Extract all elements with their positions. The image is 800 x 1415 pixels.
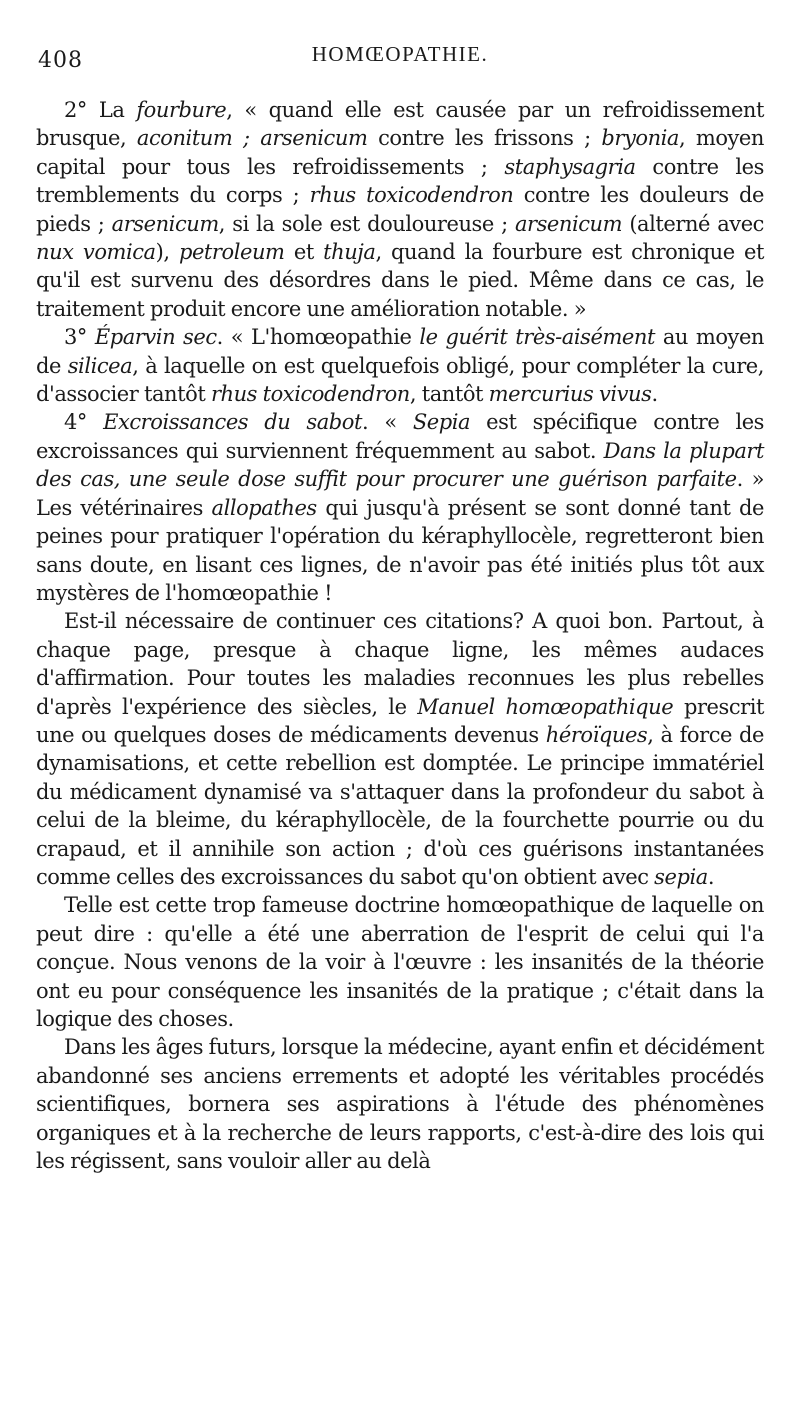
italic-term: héroïques [545,722,648,747]
running-title: HOMŒOPATHIE. [311,42,489,66]
italic-term: staphysagria [504,154,636,179]
text-run: 2° La [64,98,137,122]
italic-term: fourbure [136,98,227,122]
text-run: . « L'homœopathie [216,325,420,350]
text-run: . [707,864,715,889]
italic-term: nux vomica [36,240,156,265]
italic-term: aconitum ; arsenicum [136,126,368,151]
text-run: et [284,240,324,265]
paragraph-citations [36,607,764,891]
text-run: Telle est cette trop fameuse doctrine homœopathique de laquelle on peut dire : qu'elle a été une aberration de l'esprit de celui qui l'a conçue. Nous venons de la voir à l'œuvre : les insanités de la théorie ont eu pour conséquence les insanités de la pratique ; c'était dans la logique des choses. [36,893,764,1031]
text-run: . « [361,410,413,435]
body-text [36,96,764,1175]
text-run: , si la sole est douloureuse ; [218,211,515,236]
italic-term: rhus toxicodendron [309,183,514,208]
italic-term: arsenicum [111,211,219,236]
text-run: , « quand elle est causée par un refroidissement brusque, [36,98,764,151]
italic-term: silicea [67,353,133,378]
text-run: Est-il nécessaire de continuer ces citations? A quoi bon. Partout, à chaque page, presque à chaque ligne, les mêmes audaces d'affirmation. Pour toutes les maladies reconnues les plus rebelles d'après l'expérience des siècles, le [36,609,764,719]
italic-term: le guérit très-aisément [419,325,655,350]
text-run: , tantôt [409,382,489,407]
text-run: , à laquelle on est quelquefois obligé, pour compléter la cure, d'associer tantôt [36,353,764,407]
text-run: , à force de dynamisations, et cette rebellion est domptée. Le principe immatériel du médicament dynamisé va s'attaquer dans la profondeur du sabot à celui de la bleime, du kéraphyllocèle, de la fourchette pourrie ou du crapaud, et il annihile son action ; d'où ces guérisons instantanées comme celles des excroissances du sabot qu'on obtient avec [36,722,764,889]
text-run: ), [155,240,179,265]
paragraph-eparvin [36,323,764,408]
italic-term: Éparvin sec [94,325,217,350]
text-run: contre les tremblements du corps ; [36,154,764,208]
italic-term: bryonia [601,126,679,151]
paragraph-doctrine [36,891,764,1033]
italic-term: arsenicum [514,211,623,236]
text-run: , quand la fourbure est chronique et qu'il est survenu des désordres dans le pied. Même dans ce cas, le traitement produit encore une amélioration notable. » [36,240,764,321]
paragraph-excroissances [36,408,764,607]
italic-term: Excroissances du sabot [103,410,362,435]
italic-term: thuja [323,240,376,265]
italic-term: mercurius vivus [488,382,652,407]
text-run: contre les frissons ; [367,126,602,151]
text-run: qui jusqu'à présent se sont donné tant de peines pour pratiquer l'opération du kéraphyllocèle, regretteront bien sans doute, en lisant ces lignes, de n'avoir pas été initiés plus tôt aux mystères de l'homœopathie ! [36,495,764,605]
text-run: (alterné avec [622,211,764,236]
text-run: 4° [64,410,104,435]
text-run: 3° [64,325,95,350]
text-run: Dans les âges futurs, lorsque la médecine, ayant enfin et décidément abandonné ses anciens errements et adopté les véritables procédés scientifiques, bornera ses aspirations à l'étude des phénomènes organiques et à la recherche de leurs rapports, c'est-à-dire des lois qui les régissent, sans vouloir aller au delà [36,1035,764,1174]
italic-term: allopathes [211,495,317,520]
text-run: est spécifique contre les excroissances qui surviennent fréquemment au sabot. [36,410,765,463]
italic-term: Dans la plupart des cas, une seule dose suffit pour procurer une guérison parfaite [36,438,765,492]
italic-term: rhus toxicodendron [210,382,410,407]
italic-term: Sepia [412,410,471,435]
italic-term: sepia [654,864,708,889]
paragraph-ages-futurs [36,1033,764,1175]
page-number: 408 [38,48,83,73]
italic-term: petroleum [178,240,285,265]
text-run: , moyen capital pour tous les refroidissements ; [36,126,764,179]
text-run: . [651,382,658,407]
paragraph-fourbure [36,96,764,323]
italic-term: Manuel homœopathique [417,694,674,719]
text-run: contre les douleurs de pieds ; [36,183,764,236]
text-run: prescrit une ou quelques doses de médicaments devenus [36,694,765,747]
text-run: au moyen de [36,325,765,378]
text-run: . » Les vétérinaires [36,467,765,520]
running-head [36,26,764,73]
